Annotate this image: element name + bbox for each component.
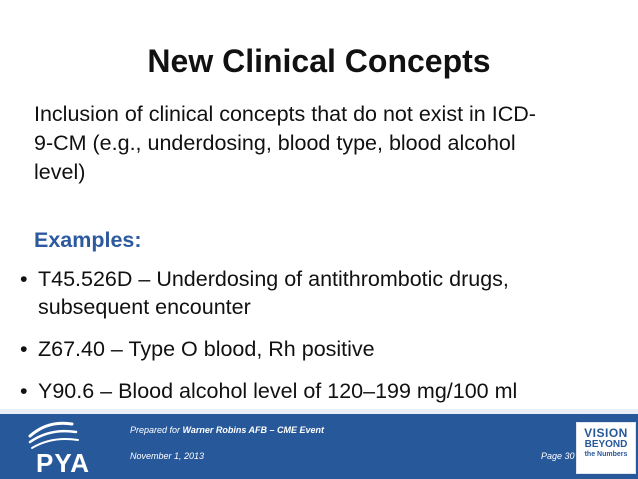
list-item-line: subsequent encounter	[38, 295, 251, 319]
page-number: Page 30	[541, 451, 575, 461]
prepared-event: Warner Robins AFB – CME Event	[182, 425, 325, 435]
footer-date: November 1, 2013	[130, 451, 205, 461]
examples-heading: Examples:	[34, 228, 142, 252]
bullet-dot: •	[20, 379, 28, 403]
intro-line: Inclusion of clinical concepts that do not exist in ICD-	[34, 102, 536, 126]
list-item-line: Z67.40 – Type O blood, Rh positive	[38, 337, 375, 361]
list-item-line: Y90.6 – Blood alcohol level of 120–199 mg/100 ml	[38, 379, 518, 403]
list-item	[20, 335, 620, 363]
vision-logo-line1: VISION	[584, 426, 628, 440]
list-item-line: T45.526D – Underdosing of antithrombotic drugs,	[38, 267, 509, 291]
logo-text: PYA	[36, 448, 91, 478]
examples-list	[20, 265, 620, 405]
slide-title: New Clinical Concepts	[147, 43, 491, 79]
prepared-prefix: Prepared for	[130, 425, 183, 435]
vision-beyond-logo	[576, 422, 636, 474]
vision-logo-line2: BEYOND	[584, 439, 628, 450]
intro-line: 9-CM (e.g., underdosing, blood type, blood alcohol	[34, 131, 516, 155]
bullet-dot: •	[20, 267, 28, 291]
prepared-for-text	[130, 425, 324, 436]
list-item	[20, 377, 620, 405]
intro-paragraph	[34, 100, 624, 187]
intro-line: level)	[34, 160, 86, 184]
vision-logo-line3: the Numbers	[584, 451, 628, 458]
pya-logo-icon	[0, 414, 130, 479]
list-item	[20, 265, 620, 321]
footer-bar	[0, 414, 638, 479]
bullet-dot: •	[20, 337, 28, 361]
